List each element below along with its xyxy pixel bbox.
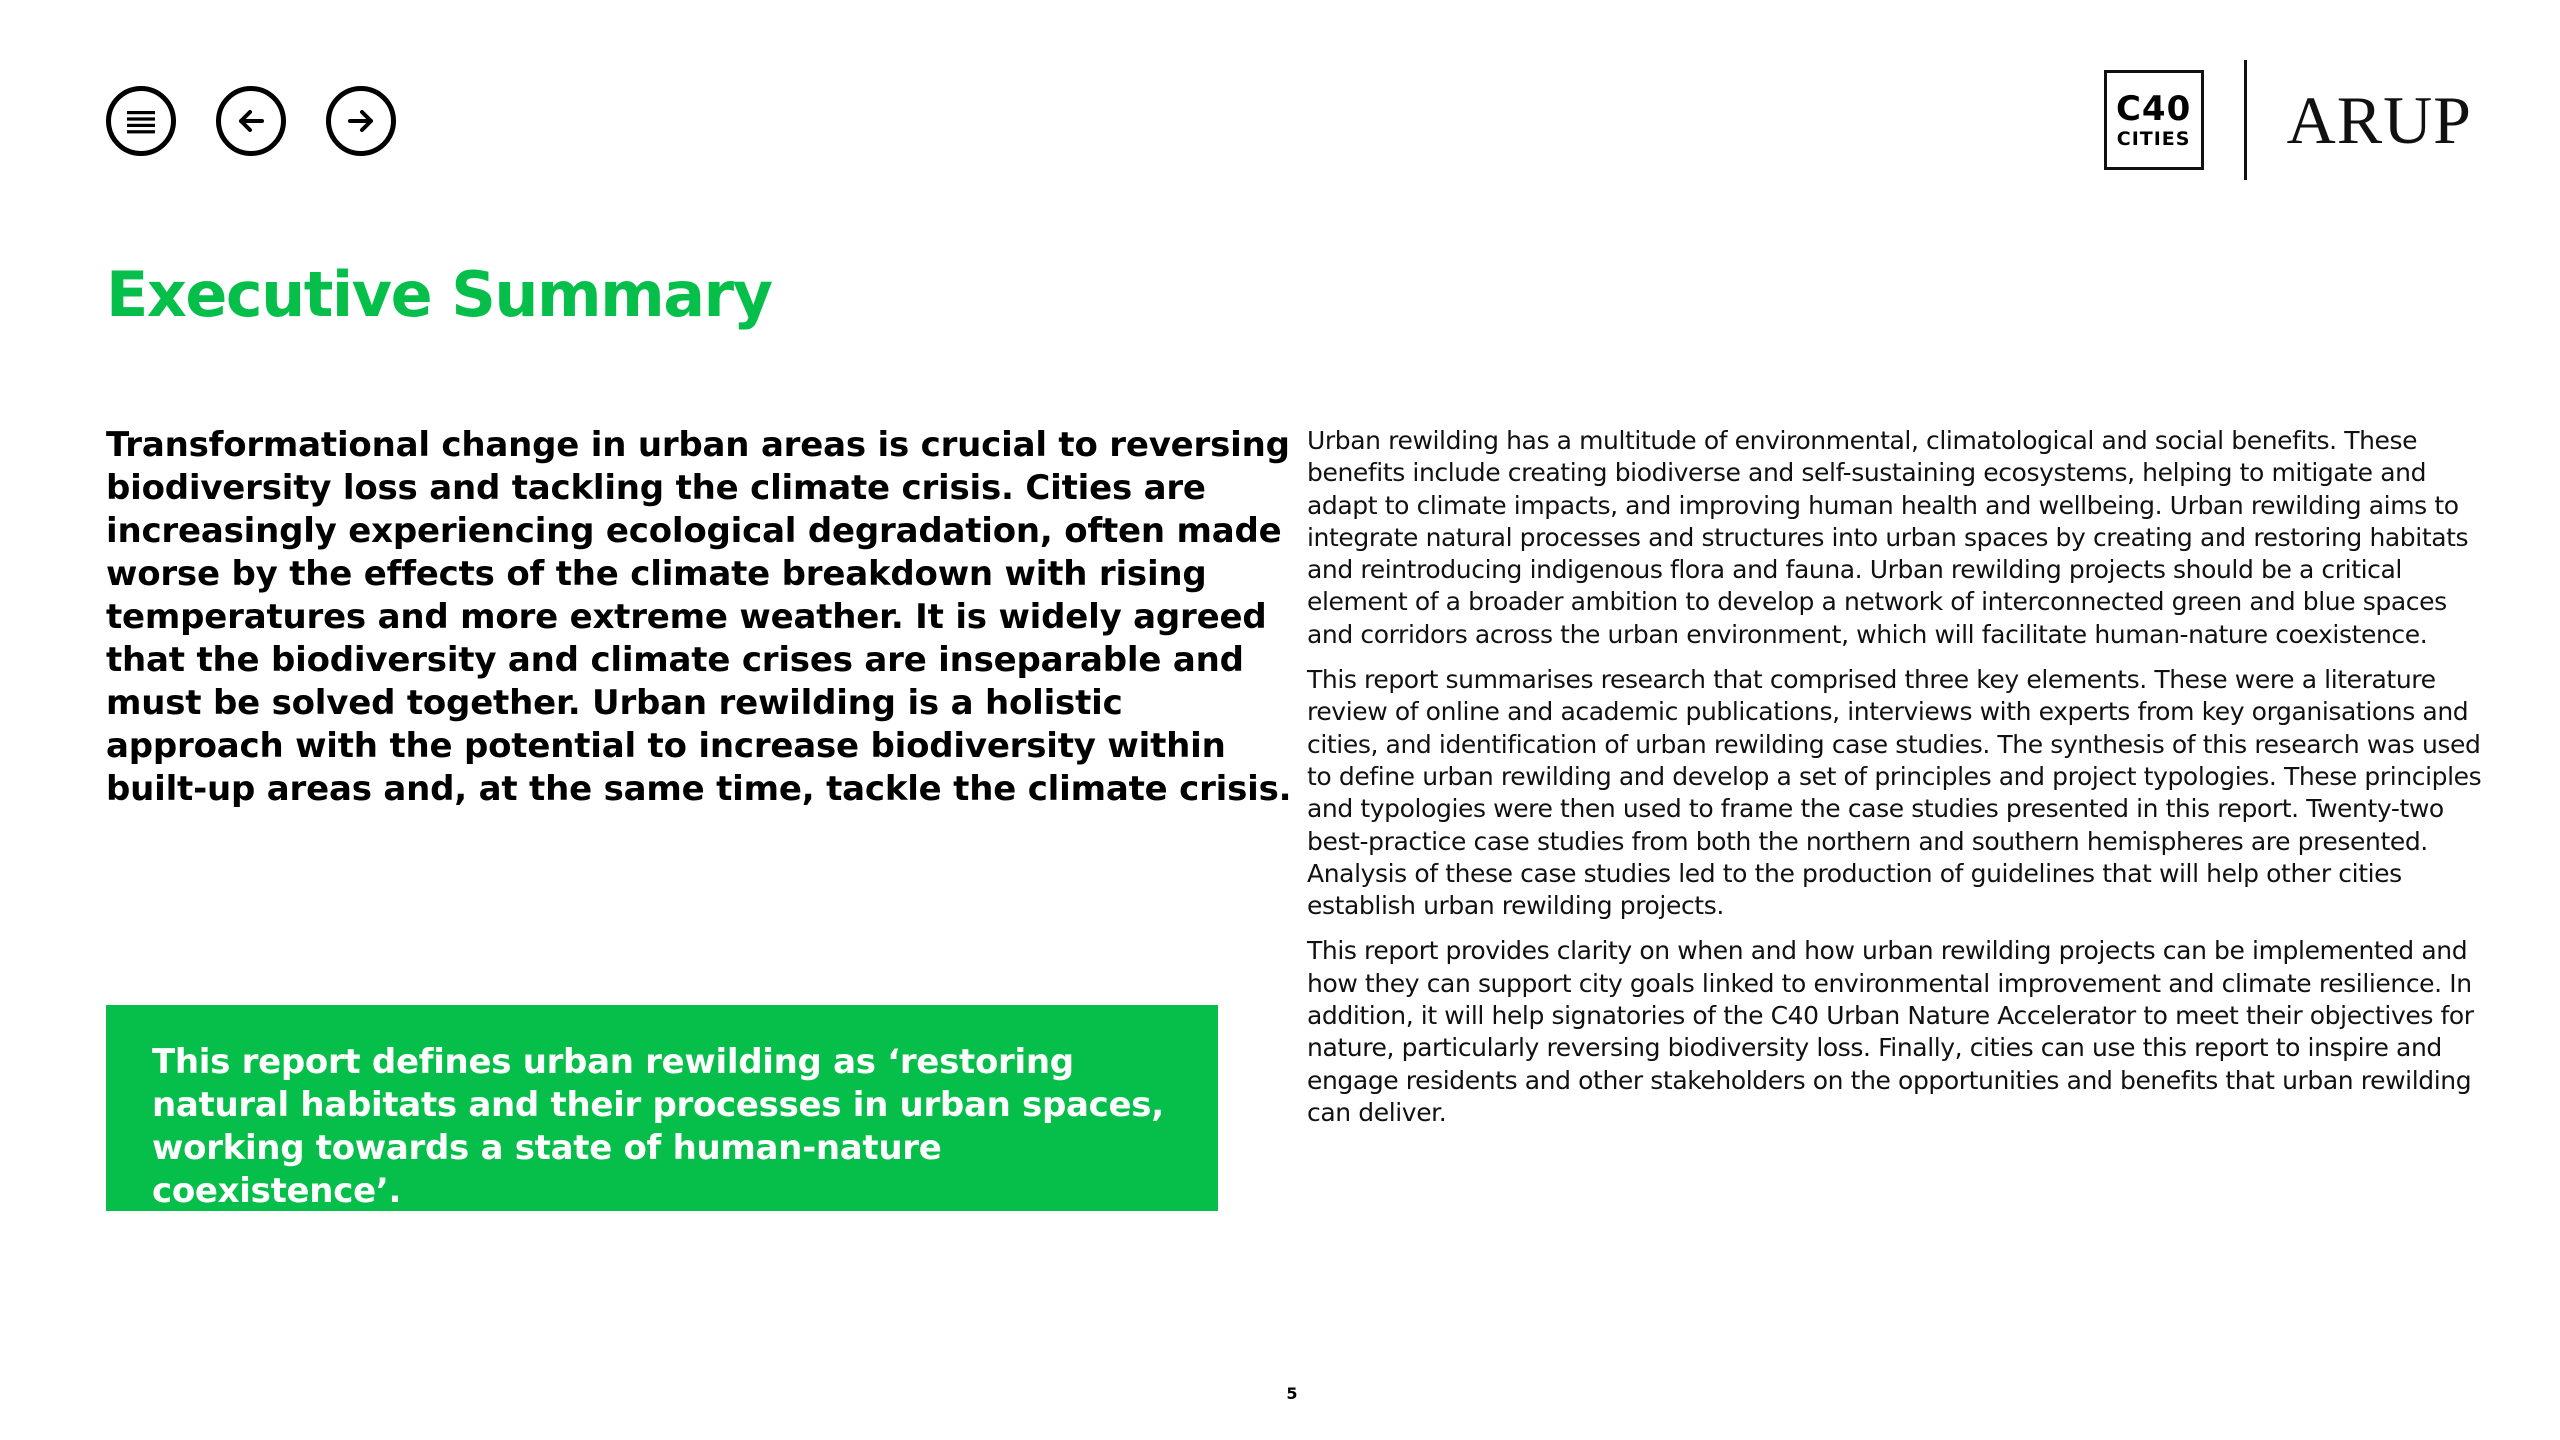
page-number: 5 xyxy=(1286,1384,1298,1403)
body-paragraph-research: This report summarises research that comprised three key elements. These were a literature review of online and academic publications, interviews with experts from key organisations and cities, and identification of urban rewilding case studies. The synthesis of this research was used to define urban rewilding and develop a set of principles and project typologies. These principles and typologies were then used to frame the case studies presented in this report. Twenty-two best-practice case studies from both the northern and southern hemispheres are presented. Analysis of these case studies led to the production of guidelines that will help other cities establish urban rewilding projects. xyxy=(1307,665,2482,921)
c40-logo-text: C40 xyxy=(2115,88,2192,129)
body-text-column xyxy=(1307,425,2487,1142)
c40-cities-logo xyxy=(2104,70,2204,170)
lead-paragraph: Transformational change in urban areas is crucial to reversing biodiversity loss and tackling the climate crisis. Cities are increasingly experiencing ecological degradation, often made worse by the effects of the climate breakdown with rising temperatures and more extreme weather. It is widely agreed that the biodiversity and climate crises are inseparable and must be solved together. Urban rewilding is a holistic approach with the potential to increase biodiversity within built-up areas and, at the same time, tackle the climate crisis. xyxy=(106,425,1292,809)
arrow-right-icon xyxy=(341,101,381,141)
page-title: Executive Summary xyxy=(106,258,772,331)
forward-button[interactable] xyxy=(326,86,396,156)
menu-icon xyxy=(121,101,161,141)
back-button[interactable] xyxy=(216,86,286,156)
definition-callout-box xyxy=(106,1005,1218,1211)
body-paragraph-benefits: Urban rewilding has a multitude of environmental, climatological and social benefits. These benefits include creating biodiverse and self-sustaining ecosystems, helping to mitigate and adapt to climate impacts, and improving human health and wellbeing. Urban rewilding aims to integrate natural processes and structures into urban spaces by creating and restoring habitats and reintroducing indigenous flora and fauna. Urban rewilding projects should be a critical element of a broader ambition to develop a network of interconnected green and blue spaces and corridors across the urban environment, which will facilitate human-nature coexistence. xyxy=(1307,426,2469,649)
callout-text: This report defines urban rewilding as ‘restoring natural habitats and their processes in urban spaces, working towards a state of human-nature coexistence’. xyxy=(152,1042,1164,1211)
cities-logo-text: CITIES xyxy=(2116,127,2191,150)
arup-logo: ARUP xyxy=(2286,81,2472,158)
logo-divider xyxy=(2244,60,2247,180)
arrow-left-icon xyxy=(231,101,271,141)
partner-logos xyxy=(2104,60,2472,180)
body-paragraph-purpose: This report provides clarity on when and how urban rewilding projects can be implemented and how they can support city goals linked to environmental improvement and climate resilience. In addition, it will help signatories of the C40 Urban Nature Accelerator to meet their objectives for nature, particularly reversing biodiversity loss. Finally, cities can use this report to inspire and engage residents and other stakeholders on the opportunities and benefits that urban rewilding can deliver. xyxy=(1307,936,2474,1127)
menu-button[interactable] xyxy=(106,86,176,156)
navigation-bar xyxy=(106,86,396,156)
